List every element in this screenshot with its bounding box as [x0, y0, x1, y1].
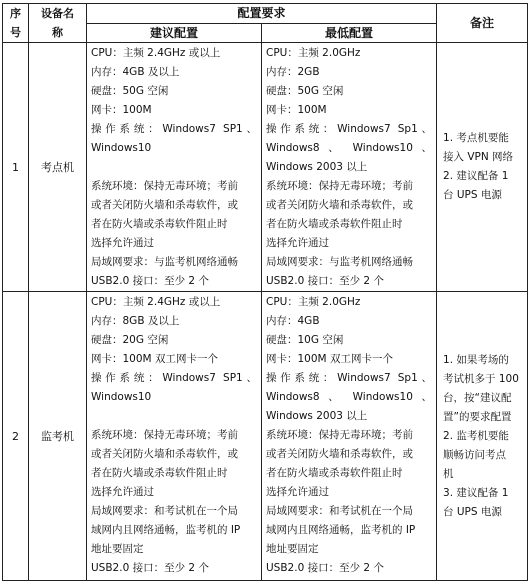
config-line: 硬盘：20G 空闲 — [91, 334, 169, 346]
config-line: 者在防火墙或杀毒软件阻止时 — [266, 218, 403, 230]
recommended-config — [87, 292, 262, 581]
config-line: Windows10 — [91, 142, 152, 154]
note-line: 3. 建议配备 1 — [443, 486, 509, 499]
config-line: 者在防火墙或杀毒软件阻止时 — [266, 467, 403, 479]
header-minimum: 最低配置 — [262, 24, 437, 43]
header-note: 备注 — [437, 4, 528, 43]
config-line: 选择允许通过 — [91, 237, 154, 249]
config-line: Windows8 、 Windows10 、 — [266, 142, 433, 154]
config-line: 操作系统：Windows7 Sp1、 — [266, 372, 433, 384]
note-line: 2. 监考机要能 — [443, 429, 509, 442]
config-line: CPU：主频 2.0GHz — [266, 296, 361, 308]
config-line: 或者关闭防火墙和杀毒软件，或 — [266, 448, 413, 460]
config-line: 内存：2GB — [266, 66, 320, 78]
config-line: 者在防火墙或杀毒软件阻止时 — [91, 218, 228, 230]
config-line — [91, 158, 257, 177]
device-name: 监考机 — [29, 292, 87, 581]
config-line: CPU：主频 2.4GHz 或以上 — [91, 47, 221, 59]
config-line: Windows 2003 以上 — [266, 161, 368, 173]
config-line: 地址要固定 — [266, 543, 319, 555]
config-line: 系统环境：保持无毒环境；考前 — [91, 180, 238, 192]
config-line: 或者关闭防火墙和杀毒软件，或 — [91, 448, 238, 460]
config-line: 选择允许通过 — [91, 486, 154, 498]
header-row-top — [3, 4, 528, 24]
config-line: Windows8 、 Windows10 、 — [266, 391, 433, 403]
row-number: 1 — [3, 43, 29, 292]
config-line: CPU：主频 2.0GHz — [266, 47, 361, 59]
config-line: 局域网要求：和考试机在一个局 — [266, 505, 413, 517]
config-line: 操作系统：Windows7 SP1、 — [91, 372, 257, 384]
table-row — [3, 43, 528, 292]
header-config: 配置要求 — [87, 4, 437, 24]
config-line: USB2.0 接口：至少 2 个 — [266, 275, 384, 287]
note-line: 台 UPS 电源 — [443, 189, 502, 201]
header-no: 序号 — [3, 4, 29, 43]
note-line: 2. 建议配备 1 — [443, 170, 509, 182]
config-line: 内存：8GB 及以上 — [91, 315, 180, 327]
config-line: 者在防火墙或杀毒软件阻止时 — [91, 467, 228, 479]
config-line: 硬盘：10G 空闲 — [266, 334, 344, 346]
config-line: Windows10 — [91, 391, 152, 403]
note-line: 接入 VPN 网络 — [443, 151, 514, 163]
config-line: 局域网要求：与监考机网络通畅 — [266, 256, 413, 268]
config-line: 内存：4GB — [266, 315, 320, 327]
config-line: 系统环境：保持无毒环境；考前 — [91, 429, 238, 441]
minimum-config — [262, 292, 437, 581]
config-table — [2, 3, 528, 581]
config-line: 域网内且网络通畅，监考机的 IP — [266, 524, 416, 536]
config-line: 系统环境：保持无毒环境；考前 — [266, 429, 413, 441]
note-line: 置”的要求配置 — [443, 410, 512, 423]
config-line: 局域网要求：与监考机网络通畅 — [91, 256, 238, 268]
note-line: 台，按“建议配 — [443, 391, 512, 404]
config-line: 或者关闭防火墙和杀毒软件，或 — [91, 199, 238, 211]
config-line: 局域网要求：和考试机在一个局 — [91, 505, 238, 517]
config-line: 操作系统：Windows7 Sp1、 — [266, 123, 433, 135]
config-line: 内存：4GB 及以上 — [91, 66, 180, 78]
config-line: USB2.0 接口：至少 2 个 — [91, 562, 209, 574]
config-line: 选择允许通过 — [266, 486, 329, 498]
config-line: 网卡：100M 双工网卡一个 — [266, 353, 393, 365]
note-line: 1. 如果考场的 — [443, 353, 509, 366]
config-line: 地址要固定 — [91, 543, 144, 555]
config-line: CPU：主频 2.4GHz 或以上 — [91, 296, 221, 308]
config-line: Windows 2003 以上 — [266, 410, 368, 422]
header-device: 设备名称 — [29, 4, 87, 43]
config-line — [91, 407, 257, 426]
config-line: 选择允许通过 — [266, 237, 329, 249]
row-number: 2 — [3, 292, 29, 581]
header-recommended: 建议配置 — [87, 24, 262, 43]
note-cell — [437, 43, 528, 292]
minimum-config — [262, 43, 437, 292]
device-name: 考点机 — [29, 43, 87, 292]
config-line: 域网内且网络通畅，监考机的 IP — [91, 524, 241, 536]
note-line: 机 — [443, 467, 454, 480]
note-line: 1. 考点机要能 — [443, 132, 509, 144]
recommended-config — [87, 43, 262, 292]
config-line: 硬盘：50G 空闲 — [266, 85, 344, 97]
note-line: 考试机多于 100 — [443, 372, 519, 385]
config-line: 或者关闭防火墙和杀毒软件，或 — [266, 199, 413, 211]
note-line: 顺畅访问考点 — [443, 448, 507, 461]
config-line: 网卡：100M — [266, 104, 327, 116]
config-line: 硬盘：50G 空闲 — [91, 85, 169, 97]
config-line: USB2.0 接口：至少 2 个 — [266, 562, 384, 574]
table-row — [3, 292, 528, 581]
config-line: 系统环境：保持无毒环境；考前 — [266, 180, 413, 192]
config-line: 网卡：100M 双工网卡一个 — [91, 353, 218, 365]
note-line: 台 UPS 电源 — [443, 505, 502, 518]
config-line: 操作系统：Windows7 SP1、 — [91, 123, 257, 135]
config-line: USB2.0 接口：至少 2 个 — [91, 275, 209, 287]
config-line: 网卡：100M — [91, 104, 152, 116]
note-cell — [437, 292, 528, 581]
